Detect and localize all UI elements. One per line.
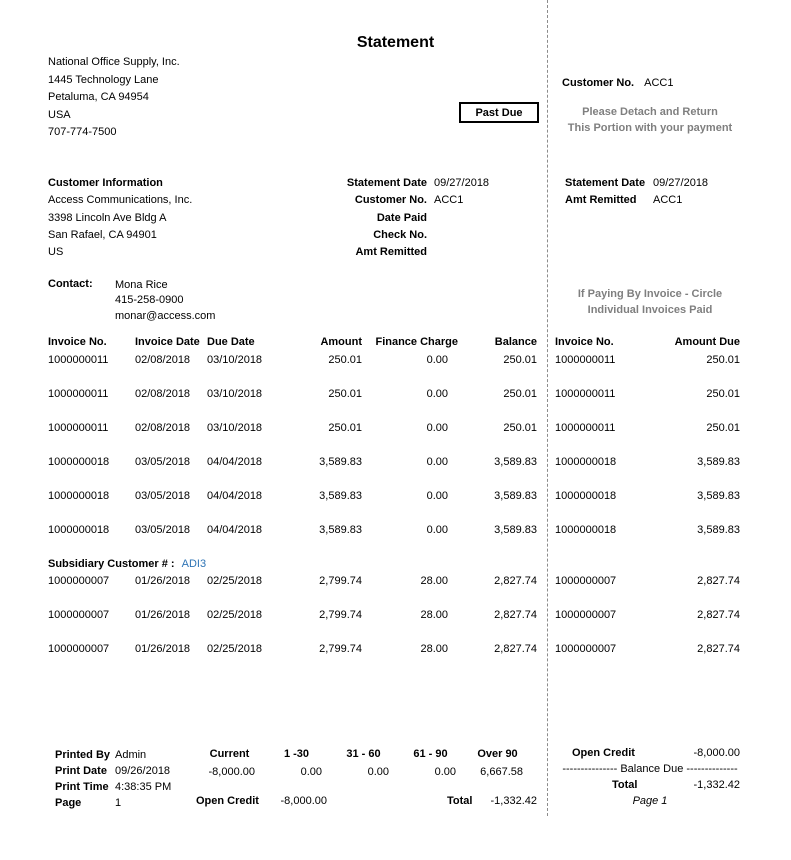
customer-name: Access Communications, Inc.: [48, 194, 193, 207]
remit-customer-no-value: ACC1: [644, 77, 674, 89]
past-due-label: Past Due: [475, 106, 523, 119]
cell-amount-due: 250.01: [706, 388, 740, 400]
cell-finance-charge: 0.00: [426, 490, 448, 502]
cell-amount: 2,799.74: [319, 609, 362, 621]
company-country: USA: [48, 108, 71, 121]
col-invoice-date: Invoice Date: [135, 336, 200, 348]
cell-amount: 2,799.74: [319, 575, 362, 587]
print-date-label: Print Date: [55, 765, 107, 777]
customer-no-value: ACC1: [434, 194, 464, 207]
subsidiary-label: Subsidiary Customer # :: [48, 558, 175, 570]
balance-due-divider: --------------- Balance Due --------------: [562, 763, 738, 775]
aging-headers: [196, 747, 531, 761]
cell-due-date: 02/25/2018: [207, 609, 263, 621]
cell-due-date: 03/10/2018: [207, 354, 263, 366]
page-row: [55, 795, 171, 811]
cell-balance: 3,589.83: [494, 524, 537, 536]
customer-address-line2: San Rafael, CA 94901: [48, 228, 157, 241]
customer-no-label: Customer No.: [354, 194, 427, 207]
aging-header-61-90: 61 - 90: [413, 748, 448, 760]
aging-header-1-30: 1 -30: [283, 748, 310, 760]
company-address-line2: Petaluma, CA 94954: [48, 91, 149, 103]
printed-by-label: Printed By: [55, 749, 111, 761]
customer-country: US: [48, 246, 64, 259]
past-due-badge: [459, 102, 539, 123]
cell-balance: 2,827.74: [494, 609, 537, 621]
col-remit-invoice-no: Invoice No.: [555, 336, 614, 348]
aging-value-61-90: 0.00: [434, 766, 456, 778]
aging-value-over-90: 6,667.58: [480, 766, 523, 778]
cell-amount: 2,799.74: [319, 643, 362, 655]
cell-balance: 250.01: [503, 388, 537, 400]
cell-remit-invoice-no: 1000000007: [555, 609, 617, 621]
cell-due-date: 04/04/2018: [207, 524, 263, 536]
col-invoice-no: Invoice No.: [48, 336, 107, 348]
cell-balance: 250.01: [503, 354, 537, 366]
cell-due-date: 02/25/2018: [207, 643, 263, 655]
cell-amount-due: 2,827.74: [697, 643, 740, 655]
aging-value-1-30: 0.00: [300, 766, 322, 778]
open-credit-value: -8,000.00: [280, 795, 327, 807]
aging-values: [196, 765, 531, 779]
cell-invoice-date: 01/26/2018: [135, 575, 191, 587]
cell-amount-due: 3,589.83: [697, 490, 740, 502]
cell-invoice-no: 1000000018: [48, 524, 110, 536]
aging-summary: [196, 747, 531, 779]
cell-finance-charge: 28.00: [420, 643, 448, 655]
cell-amount: 250.01: [328, 354, 362, 366]
cell-invoice-no: 1000000007: [48, 575, 110, 587]
cell-invoice-date: 02/08/2018: [135, 388, 191, 400]
statement-meta-block: [280, 175, 489, 261]
invoice-row: [48, 354, 740, 368]
remit-amt-remitted-row: [565, 192, 708, 209]
cell-finance-charge: 28.00: [420, 575, 448, 587]
print-time-value: 4:38:35 PM: [115, 781, 172, 793]
amt-remitted-label: Amt Remitted: [355, 246, 427, 259]
cell-finance-charge: 0.00: [426, 422, 448, 434]
remit-meta-block: [565, 175, 708, 210]
invoice-row: [48, 609, 740, 623]
cell-invoice-no: 1000000011: [48, 354, 109, 366]
contact-email: monar@access.com: [115, 309, 216, 322]
col-amount-due: Amount Due: [674, 336, 740, 348]
company-name: National Office Supply, Inc.: [48, 56, 180, 68]
invoice-row: [48, 643, 740, 657]
pay-note-line2: Individual Invoices Paid: [587, 303, 713, 316]
aging-value-current: -8,000.00: [208, 766, 255, 778]
invoice-row: [48, 388, 740, 402]
invoice-row: [48, 490, 740, 504]
remit-page-number: Page 1: [632, 795, 668, 807]
cell-remit-invoice-no: 1000000011: [555, 422, 616, 434]
cell-due-date: 04/04/2018: [207, 456, 263, 468]
subsidiary-customer-row: [48, 558, 740, 572]
contact-label: Contact:: [48, 278, 93, 290]
cell-invoice-date: 01/26/2018: [135, 643, 191, 655]
invoice-row: [48, 422, 740, 436]
remit-total-label: Total: [612, 779, 638, 791]
customer-info-block: [48, 175, 192, 261]
cell-due-date: 02/25/2018: [207, 575, 263, 587]
cell-amount-due: 2,827.74: [697, 575, 740, 587]
cell-invoice-date: 03/05/2018: [135, 456, 191, 468]
page-title: Statement: [356, 34, 435, 51]
print-time-label: Print Time: [55, 781, 109, 793]
print-date-value: 09/26/2018: [115, 765, 171, 777]
cell-amount: 3,589.83: [319, 456, 362, 468]
cell-finance-charge: 0.00: [426, 524, 448, 536]
page-label: Page: [55, 797, 82, 809]
pay-by-invoice-note: [558, 287, 742, 318]
amt-remitted-row: [280, 244, 489, 261]
col-due-date: Due Date: [207, 336, 255, 348]
col-balance: Balance: [494, 336, 537, 348]
printed-by-row: [55, 747, 171, 763]
remit-statement-date-row: [565, 175, 708, 192]
total-label: Total: [447, 795, 473, 807]
cell-invoice-no: 1000000011: [48, 422, 109, 434]
cell-remit-invoice-no: 1000000018: [555, 524, 617, 536]
cell-invoice-no: 1000000018: [48, 456, 110, 468]
cell-amount-due: 2,827.74: [697, 609, 740, 621]
col-amount: Amount: [320, 336, 362, 348]
contact-block: [115, 278, 215, 324]
statement-date-label: Statement Date: [346, 177, 427, 189]
remit-open-credit-value: -8,000.00: [693, 747, 740, 759]
cell-invoice-no: 1000000007: [48, 609, 110, 621]
remit-customer-no: [562, 77, 673, 89]
cell-remit-invoice-no: 1000000011: [555, 388, 616, 400]
open-credit-label: Open Credit: [196, 795, 259, 807]
contact-phone: 415-258-0900: [115, 294, 184, 307]
remit-amt-remitted-label: Amt Remitted: [565, 194, 637, 207]
remit-open-credit-label: Open Credit: [572, 747, 635, 759]
aging-header-over-90: Over 90: [477, 748, 518, 760]
cell-amount: 250.01: [328, 388, 362, 400]
date-paid-row: [280, 210, 489, 227]
check-no-label: Check No.: [373, 228, 427, 241]
subsidiary-value: ADI3: [181, 558, 207, 570]
remit-amt-remitted-value: ACC1: [653, 194, 683, 207]
customer-info-heading: Customer Information: [48, 177, 163, 189]
aging-header-current: Current: [209, 748, 250, 760]
cell-balance: 3,589.83: [494, 490, 537, 502]
invoice-table-header: [48, 336, 740, 350]
company-address-block: [48, 54, 180, 142]
remit-total-value: -1,332.42: [693, 779, 740, 791]
printed-by-value: Admin: [115, 749, 147, 761]
contact-name: Mona Rice: [115, 279, 168, 291]
invoice-row: [48, 575, 740, 589]
cell-due-date: 03/10/2018: [207, 422, 263, 434]
aging-value-31-60: 0.00: [367, 766, 389, 778]
statement-date-value: 09/27/2018: [434, 177, 490, 189]
detach-note: [558, 105, 742, 136]
cell-finance-charge: 28.00: [420, 609, 448, 621]
cell-invoice-date: 02/08/2018: [135, 422, 191, 434]
cell-amount-due: 3,589.83: [697, 456, 740, 468]
cell-amount-due: 3,589.83: [697, 524, 740, 536]
cell-remit-invoice-no: 1000000011: [555, 354, 616, 366]
customer-no-row: [280, 192, 489, 209]
cell-invoice-date: 03/05/2018: [135, 490, 191, 502]
customer-address-line1: 3398 Lincoln Ave Bldg A: [48, 211, 167, 224]
cell-invoice-date: 01/26/2018: [135, 609, 191, 621]
invoice-table-body: [48, 354, 740, 657]
cell-finance-charge: 0.00: [426, 456, 448, 468]
cell-due-date: 04/04/2018: [207, 490, 263, 502]
cell-remit-invoice-no: 1000000018: [555, 490, 617, 502]
cell-invoice-no: 1000000018: [48, 490, 110, 502]
col-finance-charge: Finance Charge: [375, 336, 458, 348]
company-phone: 707-774-7500: [48, 126, 117, 138]
remit-statement-date-value: 09/27/2018: [653, 177, 709, 189]
cell-amount-due: 250.01: [706, 422, 740, 434]
detach-note-line1: Please Detach and Return: [582, 106, 718, 118]
date-paid-label: Date Paid: [376, 211, 427, 224]
cell-amount: 250.01: [328, 422, 362, 434]
cell-balance: 2,827.74: [494, 575, 537, 587]
company-address-line1: 1445 Technology Lane: [48, 73, 159, 86]
check-no-row: [280, 227, 489, 244]
remit-customer-no-label: Customer No.: [562, 77, 635, 89]
statement-date-row: [280, 175, 489, 192]
invoice-row: [48, 524, 740, 538]
aging-header-31-60: 31 - 60: [346, 748, 381, 760]
cell-balance: 3,589.83: [494, 456, 537, 468]
cell-invoice-date: 03/05/2018: [135, 524, 191, 536]
detach-note-line2: This Portion with your payment: [567, 121, 733, 134]
cell-invoice-date: 02/08/2018: [135, 354, 191, 366]
cell-finance-charge: 0.00: [426, 354, 448, 366]
print-time-row: [55, 779, 171, 795]
cell-invoice-no: 1000000007: [48, 643, 110, 655]
cell-remit-invoice-no: 1000000007: [555, 575, 617, 587]
cell-finance-charge: 0.00: [426, 388, 448, 400]
cell-amount: 3,589.83: [319, 490, 362, 502]
print-date-row: [55, 763, 171, 779]
cell-invoice-no: 1000000011: [48, 388, 109, 400]
cell-amount-due: 250.01: [706, 354, 740, 366]
cell-balance: 2,827.74: [494, 643, 537, 655]
print-info-block: [55, 747, 171, 811]
remit-statement-date-label: Statement Date: [565, 177, 646, 189]
cell-amount: 3,589.83: [319, 524, 362, 536]
cell-remit-invoice-no: 1000000007: [555, 643, 617, 655]
cell-balance: 250.01: [503, 422, 537, 434]
cell-remit-invoice-no: 1000000018: [555, 456, 617, 468]
pay-note-line1: If Paying By Invoice - Circle: [577, 288, 723, 300]
total-value: -1,332.42: [490, 795, 537, 807]
invoice-table: [48, 336, 740, 677]
page-value: 1: [115, 797, 122, 809]
invoice-row: [48, 456, 740, 470]
cell-due-date: 03/10/2018: [207, 388, 263, 400]
